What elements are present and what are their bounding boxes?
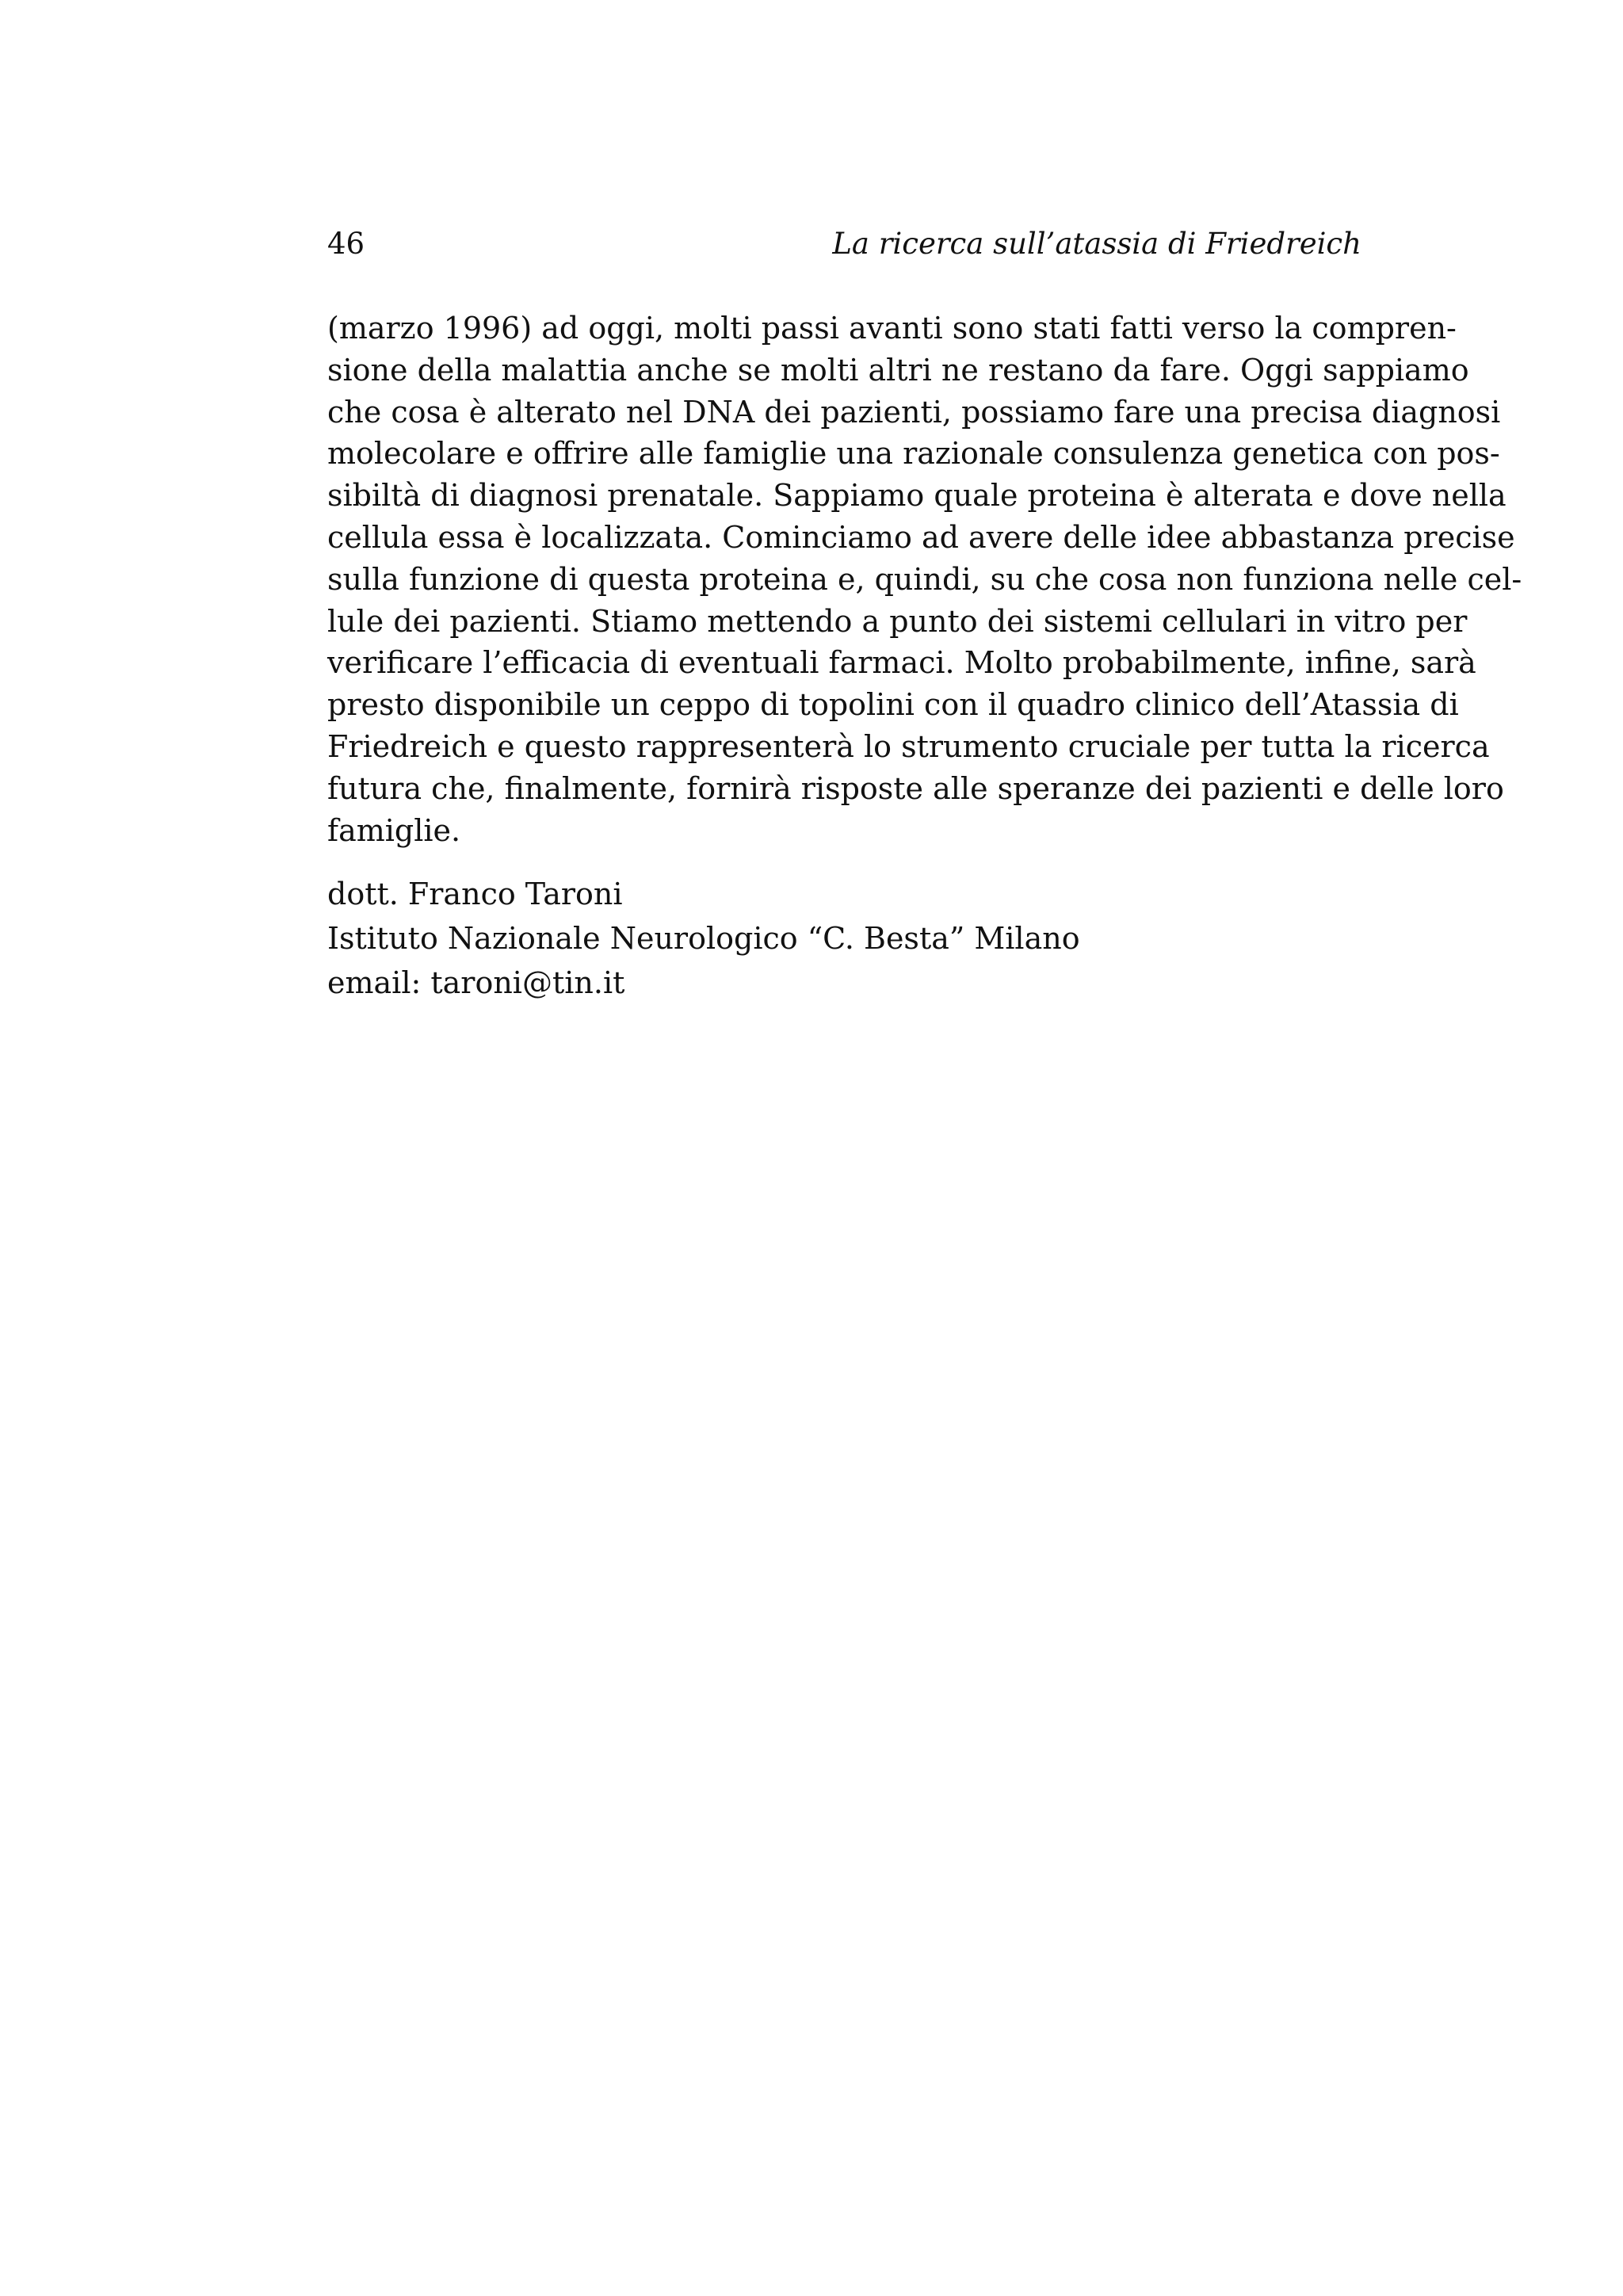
paragraph-line: che cosa è alterato nel DNA dei pazienti, possiamo fare una precisa diagnosi [327, 394, 1501, 430]
paragraph-line: famiglie. [327, 812, 461, 848]
paragraph-line: Friedreich e questo rappresenterà lo strumento cruciale per tutta la ricerca [327, 728, 1490, 764]
paragraph-line: verificare l’efficacia di eventuali farmaci. Molto probabilmente, infine, sarà [327, 645, 1476, 681]
paragraph-line: lule dei pazienti. Stiamo mettendo a punto dei sistemi cellulari in vitro per [327, 603, 1468, 639]
paragraph-line: sione della malattia anche se molti altri ne restano da fare. Oggi sappiamo [327, 352, 1469, 388]
paragraph-line: presto disponibile un ceppo di topolini con il quadro clinico dell’Atassia di [327, 687, 1459, 723]
author-email: email: taroni@tin.it [327, 965, 625, 1000]
author-institute: Istituto Nazionale Neurologico “C. Besta” Milano [327, 921, 1080, 956]
paragraph-line: (marzo 1996) ad oggi, molti passi avanti sono stati fatti verso la compren- [327, 311, 1457, 346]
paragraph-line: futura che, finalmente, fornirà risposte alle speranze dei pazienti e delle loro [327, 770, 1504, 806]
paragraph-line: molecolare e offrire alle famiglie una razionale consulenza genetica con pos- [327, 436, 1500, 472]
author-name: dott. Franco Taroni [327, 877, 623, 911]
author-signature [327, 872, 1361, 1005]
page-number: 46 [327, 227, 365, 261]
paragraph-line: cellula essa è localizzata. Cominciamo ad avere delle idee abbastanza precise [327, 519, 1515, 555]
paragraph-line: sibiltà di diagnosi prenatale. Sappiamo quale proteina è alterata e dove nella [327, 478, 1507, 514]
running-title: La ricerca sull’atassia di Friedreich [832, 227, 1361, 261]
page-header [327, 220, 1361, 268]
paragraph-line: sulla funzione di questa proteina e, quindi, su che cosa non funziona nelle cel- [327, 561, 1522, 597]
body-paragraph [327, 308, 1522, 851]
